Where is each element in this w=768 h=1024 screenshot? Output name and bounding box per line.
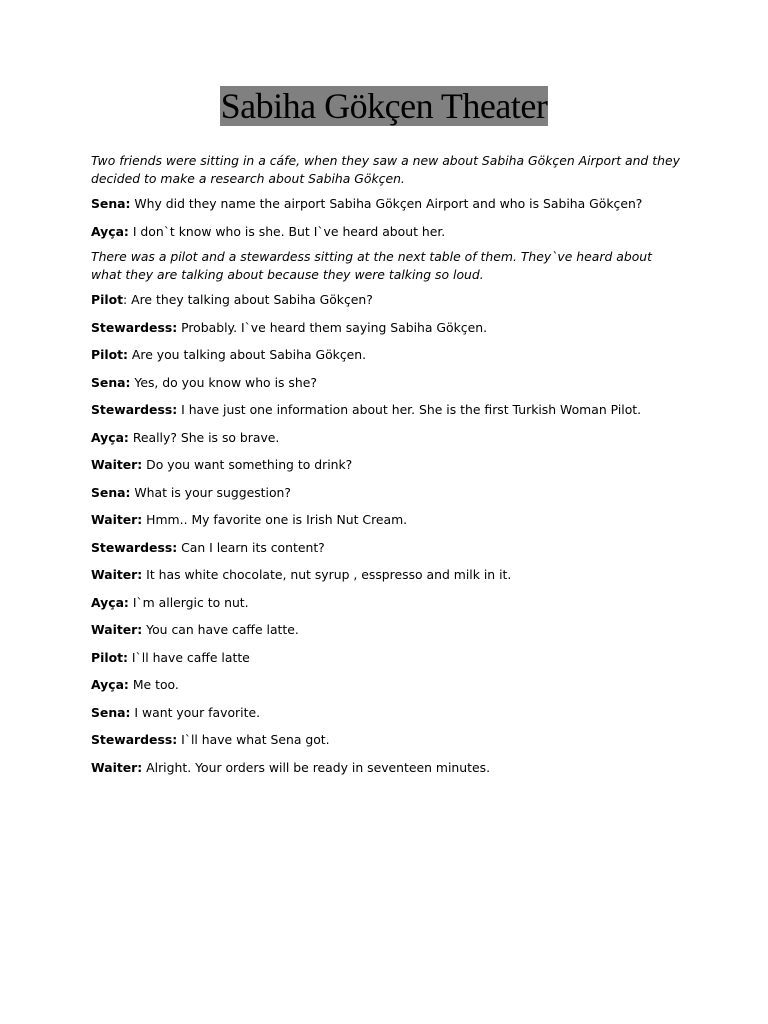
speaker-name: Waiter: xyxy=(91,457,143,472)
speaker-name: Stewardess: xyxy=(91,539,178,555)
speaker-name: Waiter: xyxy=(91,622,143,637)
dialogue-line xyxy=(91,621,681,639)
dialogue-text: I`ll have what Sena got. xyxy=(177,732,330,747)
speaker-name: Ayça: xyxy=(91,677,129,692)
speaker-name: Pilot: xyxy=(91,347,128,362)
dialogue-text: I want your favorite. xyxy=(130,704,261,720)
dialogue-line xyxy=(91,401,681,419)
speaker-name: Pilot: xyxy=(91,649,128,665)
speaker-name: Waiter: xyxy=(91,759,143,775)
dialogue-text: Are you talking about Sabiha Gökçen. xyxy=(127,347,367,362)
dialogue-line xyxy=(91,346,681,364)
dialogue-text: Hmm.. My favorite one is Irish Nut Cream. xyxy=(142,512,408,527)
dialogue-text: Why did they name the airport Sabiha Gökçen Airport and who is Sabiha Gökçen? xyxy=(130,196,643,211)
speaker-name: Sena: xyxy=(91,196,131,211)
dialogue-line xyxy=(91,291,681,309)
dialogue-line xyxy=(91,195,681,213)
speaker-name: Stewardess: xyxy=(91,402,178,417)
title-wrap xyxy=(0,86,768,126)
narration-text: There was a pilot and a stewardess sitting at the next table of them. They`ve heard about what they are talking about because they were talking so loud. xyxy=(91,249,653,282)
dialogue-text: : Are they talking about Sabiha Gökçen? xyxy=(123,292,373,307)
dialogue-text: I don`t know who is she. But I`ve heard about her. xyxy=(128,223,446,239)
document-title: Sabiha Gökçen Theater xyxy=(220,86,548,126)
dialogue-text: I`ll have caffe latte xyxy=(127,649,250,665)
dialogue-line xyxy=(91,319,681,337)
dialogue-line xyxy=(91,649,681,667)
dialogue-text: Alright. Your orders will be ready in seventeen minutes. xyxy=(142,759,491,775)
document-body xyxy=(91,152,681,776)
narration-paragraph xyxy=(91,152,681,187)
speaker-name: Pilot xyxy=(91,292,124,307)
dialogue-text: Yes, do you know who is she? xyxy=(130,374,317,390)
dialogue-line xyxy=(91,374,681,392)
speaker-name: Stewardess: xyxy=(91,732,178,747)
dialogue-line xyxy=(91,676,681,694)
dialogue-line xyxy=(91,594,681,612)
dialogue-line xyxy=(91,484,681,502)
dialogue-text: Can I learn its content? xyxy=(177,539,325,555)
speaker-name: Sena: xyxy=(91,704,131,720)
dialogue-text: Really? She is so brave. xyxy=(128,429,280,445)
narration-paragraph xyxy=(91,248,681,283)
dialogue-line xyxy=(91,566,681,584)
dialogue-line xyxy=(91,456,681,474)
narration-text: Two friends were sitting in a cáfe, when they saw a new about Sabiha Gökçen Airport and they decided to make a research about Sabiha Gökçen. xyxy=(91,153,680,186)
speaker-name: Stewardess: xyxy=(91,319,178,335)
speaker-name: Ayça: xyxy=(91,429,129,445)
dialogue-text: It has white chocolate, nut syrup , esspresso and milk in it. xyxy=(142,567,512,582)
dialogue-line xyxy=(91,539,681,557)
dialogue-line xyxy=(91,223,681,241)
speaker-name: Sena: xyxy=(91,484,131,500)
dialogue-line xyxy=(91,731,681,749)
dialogue-line xyxy=(91,759,681,777)
dialogue-text: Me too. xyxy=(128,677,179,692)
speaker-name: Ayça: xyxy=(91,594,129,610)
dialogue-text: I`m allergic to nut. xyxy=(128,594,249,610)
dialogue-text: Probably. I`ve heard them saying Sabiha Gökçen. xyxy=(177,319,488,335)
speaker-name: Waiter: xyxy=(91,512,143,527)
dialogue-line xyxy=(91,704,681,722)
speaker-name: Ayça: xyxy=(91,223,129,239)
dialogue-text: Do you want something to drink? xyxy=(142,457,353,472)
dialogue-line xyxy=(91,429,681,447)
speaker-name: Sena: xyxy=(91,374,131,390)
dialogue-text: What is your suggestion? xyxy=(130,484,291,500)
speaker-name: Waiter: xyxy=(91,567,143,582)
dialogue-text: You can have caffe latte. xyxy=(142,622,299,637)
dialogue-text: I have just one information about her. She is the first Turkish Woman Pilot. xyxy=(177,402,642,417)
dialogue-line xyxy=(91,511,681,529)
